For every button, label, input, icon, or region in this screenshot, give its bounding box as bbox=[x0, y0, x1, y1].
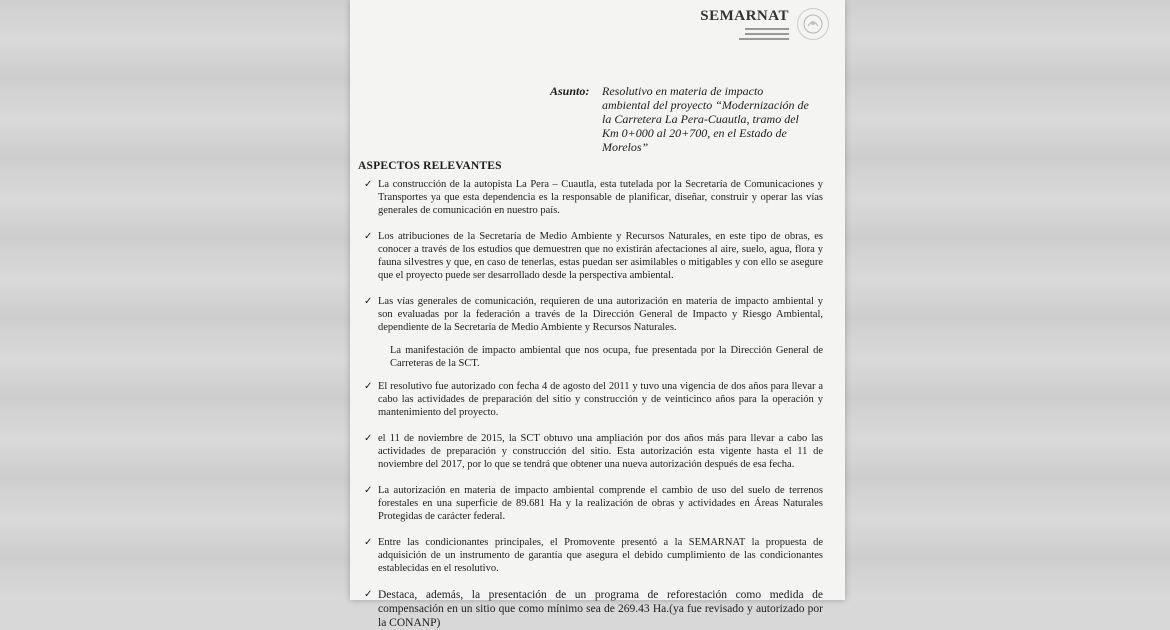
check-icon: ✓ bbox=[364, 179, 373, 190]
list-item bbox=[364, 432, 823, 471]
list-item bbox=[364, 588, 823, 630]
check-icon: ✓ bbox=[364, 296, 373, 307]
letterhead bbox=[700, 8, 829, 40]
item-text: Destaca, además, la presentación de un programa de reforestación como medida de compensación en un sitio que como mínimo sea de 269.43 Ha.(ya fue revisado y autorizado por la CONANP) bbox=[378, 589, 823, 629]
check-icon: ✓ bbox=[364, 485, 373, 496]
subject-label: Asunto: bbox=[550, 84, 590, 98]
check-icon: ✓ bbox=[364, 231, 373, 242]
item-text: el 11 de noviembre de 2015, la SCT obtuvo una ampliación por dos años más para llevar a cabo las actividades de preparación y construcción del sitio. Esta autorización esta vigente hasta el 11 de noviembre del 2017, por lo que se tendrá que obtener una nueva autorización después de esa fecha. bbox=[378, 433, 823, 470]
check-icon: ✓ bbox=[364, 433, 373, 444]
list-item bbox=[368, 344, 823, 370]
check-icon: ✓ bbox=[364, 381, 373, 392]
org-block bbox=[700, 8, 789, 40]
org-name: SEMARNAT bbox=[700, 8, 789, 24]
list-item bbox=[364, 178, 823, 217]
subject-text: Resolutivo en materia de impacto ambiental del proyecto “Modernización de la Carretera La Pera-Cuautla, tramo del Km 0+000 al 20+700, en el Estado de Morelos” bbox=[602, 84, 809, 154]
list-item bbox=[364, 230, 823, 282]
document-page bbox=[350, 0, 845, 629]
national-seal-icon bbox=[797, 8, 829, 40]
check-icon: ✓ bbox=[364, 589, 373, 600]
relevant-aspects-list bbox=[364, 178, 823, 630]
item-text: La construcción de la autopista La Pera – Cuautla, esta tutelada por la Secretaría de Comunicaciones y Transportes ya que esta dependencia es la responsable de planificar, diseñar, construir y operar las vías generales de comunicación en nuestro país. bbox=[378, 179, 823, 216]
background-left bbox=[0, 0, 350, 600]
list-item bbox=[364, 295, 823, 334]
list-item bbox=[364, 380, 823, 419]
section-title: ASPECTOS RELEVANTES bbox=[358, 160, 502, 172]
item-text: Los atribuciones de la Secretaría de Medio Ambiente y Recursos Naturales, en este tipo de obras, es conocer a través de los estudios que demuestren que no existirán afectaciones al aire, suelo, agua, flora y fauna silvestres y que, en caso de tenerlas, estas puedan ser asimilables o mitigables y con ello se asegure que el proyecto puede ser desarrollado desde la perspectiva ambiental. bbox=[378, 231, 823, 281]
item-text: El resolutivo fue autorizado con fecha 4 de agosto del 2011 y tuvo una vigencia de dos años para llevar a cabo las actividades de preparación del sitio y construcción y de veinticinco años para la operación y mantenimiento del proyecto. bbox=[378, 381, 823, 418]
item-text: La manifestación de impacto ambiental que nos ocupa, fue presentada por la Dirección General de Carreteras de la SCT. bbox=[390, 345, 823, 369]
item-text: La autorización en materia de impacto ambiental comprende el cambio de uso del suelo de terrenos forestales en una superficie de 89.681 Ha y la realización de obras y actividades en Áreas Naturales Protegidas de carácter federal. bbox=[378, 485, 823, 522]
list-item bbox=[364, 484, 823, 523]
check-icon: ✓ bbox=[364, 537, 373, 548]
list-item bbox=[364, 536, 823, 575]
org-subtitle-lines bbox=[700, 28, 789, 40]
item-text: Entre las condicionantes principales, el Promovente presentó a la SEMARNAT la propuesta de adquisición de un instrumento de garantía que asegura el debido cumplimiento de las condicionantes establecidas en el resolutivo. bbox=[378, 537, 823, 574]
item-text: Las vías generales de comunicación, requieren de una autorización en materia de impacto ambiental y son evaluadas por la federación a través de la Dirección General de Impacto y Riesgo Ambiental, dependiente de la Secretaría de Medio Ambiente y Recursos Naturales. bbox=[378, 296, 823, 333]
subject-block bbox=[550, 84, 810, 154]
background-right bbox=[845, 0, 1170, 600]
